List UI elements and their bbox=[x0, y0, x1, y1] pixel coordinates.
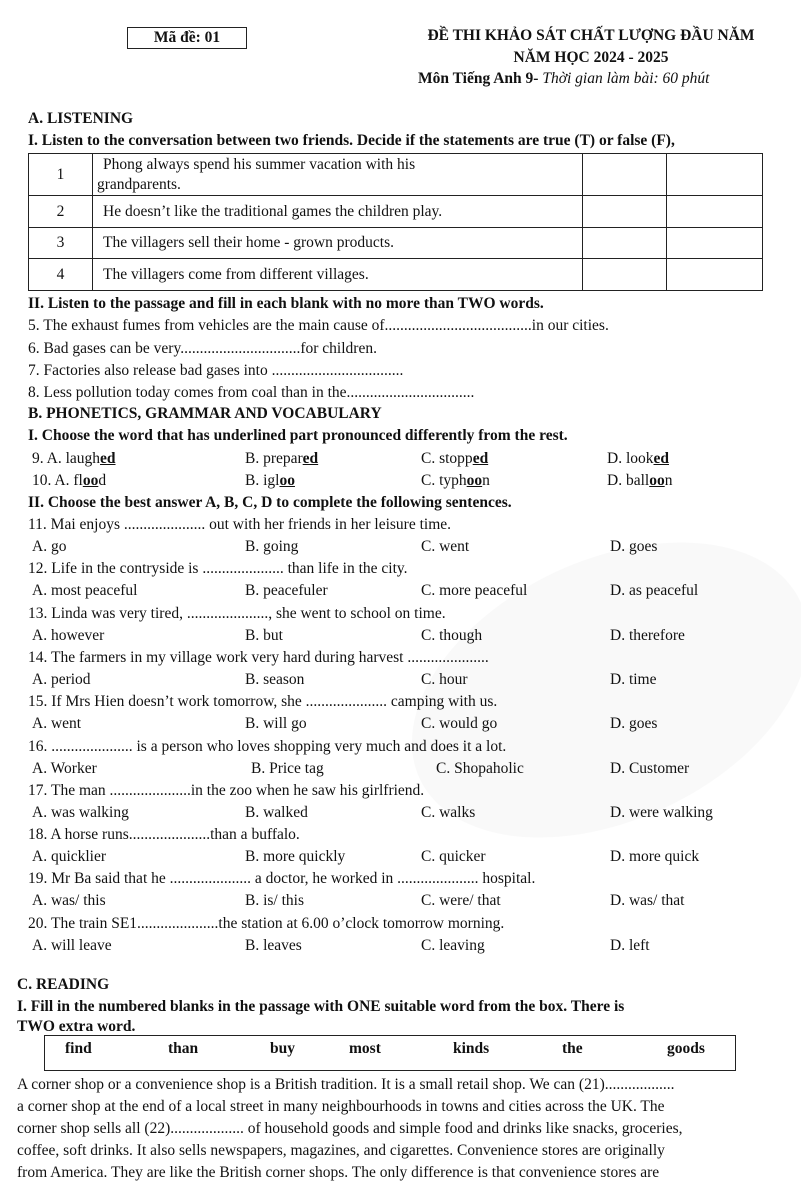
q20-option-d[interactable]: D. left bbox=[610, 937, 650, 954]
option-text: B. igl bbox=[245, 472, 280, 489]
q9-option-b bbox=[245, 450, 318, 468]
word-box bbox=[44, 1035, 736, 1071]
subject-line bbox=[418, 70, 709, 88]
q20-option-c[interactable]: C. leaving bbox=[421, 937, 485, 954]
true-cell[interactable] bbox=[583, 228, 667, 259]
section-b-part2: II. Choose the best answer A, B, C, D to complete the following sentences. bbox=[28, 494, 512, 511]
false-cell[interactable] bbox=[667, 154, 763, 196]
q9-option-d bbox=[607, 450, 669, 468]
section-a-part2: II. Listen to the passage and fill in each blank with no more than TWO words. bbox=[28, 295, 544, 312]
true-cell[interactable] bbox=[583, 154, 667, 196]
q14-option-b[interactable]: B. season bbox=[245, 671, 305, 688]
mcq-question-16: 16. ..................... is a person who loves shopping very much and does it a lot. bbox=[28, 738, 507, 755]
q12-option-d[interactable]: D. as peaceful bbox=[610, 582, 699, 599]
q10-option-d bbox=[607, 472, 672, 490]
underlined-part: ed bbox=[653, 450, 669, 467]
q15-option-c[interactable]: C. would go bbox=[421, 715, 498, 732]
passage-line: corner shop sells all (22)................... of household goods and simple food and drinks like snacks, groceries, bbox=[17, 1120, 683, 1137]
row-statement: He doesn’t like the traditional games the children play. bbox=[93, 196, 583, 228]
section-b-title: B. PHONETICS, GRAMMAR AND VOCABULARY bbox=[28, 405, 382, 422]
option-text: B. prepar bbox=[245, 450, 303, 467]
row-statement: The villagers come from different villages. bbox=[93, 259, 583, 291]
q12-option-c[interactable]: C. more peaceful bbox=[421, 582, 528, 599]
q13-option-b[interactable]: B. but bbox=[245, 627, 283, 644]
q16-option-a[interactable]: A. Worker bbox=[32, 760, 97, 777]
exam-title: ĐỀ THI KHẢO SÁT CHẤT LƯỢNG ĐẦU NĂM bbox=[427, 27, 755, 44]
word-box-item: buy bbox=[270, 1040, 295, 1057]
time-label: Thời gian làm bài: 60 phút bbox=[538, 70, 710, 87]
q19-option-a[interactable]: A. was/ this bbox=[32, 892, 106, 909]
table-row bbox=[29, 154, 763, 196]
option-text: D. look bbox=[607, 450, 654, 467]
q9-option-a bbox=[32, 450, 116, 468]
q10-option-a bbox=[32, 472, 106, 490]
q11-option-b[interactable]: B. going bbox=[245, 538, 299, 555]
q20-option-a[interactable]: A. will leave bbox=[32, 937, 112, 954]
mcq-question-12: 12. Life in the contryside is ..................... than life in the city. bbox=[28, 560, 408, 577]
q17-option-d[interactable]: D. were walking bbox=[610, 804, 713, 821]
fill-question-8: 8. Less pollution today comes from coal than in the................................. bbox=[28, 384, 475, 401]
word-box-item: kinds bbox=[453, 1040, 490, 1057]
option-text: C. typh bbox=[421, 472, 467, 489]
mcq-question-18: 18. A horse runs.....................than a buffalo. bbox=[28, 826, 300, 843]
q11-option-a[interactable]: A. go bbox=[32, 538, 67, 555]
q19-option-c[interactable]: C. were/ that bbox=[421, 892, 501, 909]
underlined-part: ed bbox=[302, 450, 319, 467]
q13-option-a[interactable]: A. however bbox=[32, 627, 105, 644]
underlined-part: ed bbox=[100, 450, 116, 467]
q11-option-d[interactable]: D. goes bbox=[610, 538, 658, 555]
q17-option-a[interactable]: A. was walking bbox=[32, 804, 129, 821]
table-row bbox=[29, 196, 763, 228]
exam-code-box: Mã đề: 01 bbox=[127, 27, 247, 49]
mcq-question-11: 11. Mai enjoys ..................... out with her friends in her leisure time. bbox=[28, 516, 452, 533]
underlined-part: oo bbox=[82, 472, 99, 489]
section-a-title: A. LISTENING bbox=[28, 110, 134, 127]
section-a-part1: I. Listen to the conversation between two friends. Decide if the statements are true (T) or false (F), bbox=[28, 132, 675, 149]
option-text: n bbox=[482, 472, 490, 489]
section-c-title: C. READING bbox=[17, 976, 110, 993]
school-year: NĂM HỌC 2024 - 2025 bbox=[513, 49, 669, 66]
q17-option-b[interactable]: B. walked bbox=[245, 804, 308, 821]
q18-option-a[interactable]: A. quicklier bbox=[32, 848, 107, 865]
q17-option-c[interactable]: C. walks bbox=[421, 804, 476, 821]
q12-option-b[interactable]: B. peacefuler bbox=[245, 582, 328, 599]
q9-option-c bbox=[421, 450, 488, 468]
mcq-question-13: 13. Linda was very tired, ....................., she went to school on time. bbox=[28, 605, 446, 622]
false-cell[interactable] bbox=[667, 196, 763, 228]
underlined-part: ed bbox=[472, 450, 489, 467]
row-number: 4 bbox=[29, 259, 93, 291]
subject-label: Môn Tiếng Anh 9- bbox=[418, 70, 539, 87]
underlined-part: oo bbox=[466, 472, 483, 489]
mcq-question-17: 17. The man .....................in the zoo when he saw his girlfriend. bbox=[28, 782, 425, 799]
false-cell[interactable] bbox=[667, 228, 763, 259]
row-number: 3 bbox=[29, 228, 93, 259]
q16-option-d[interactable]: D. Customer bbox=[610, 760, 690, 777]
q16-option-b[interactable]: B. Price tag bbox=[251, 760, 324, 777]
passage-line: a corner shop at the end of a local street in many neighbourhoods in towns and cities across the UK. The bbox=[17, 1098, 665, 1115]
word-box-item: most bbox=[349, 1040, 381, 1057]
true-cell[interactable] bbox=[583, 196, 667, 228]
q10-option-c bbox=[421, 472, 490, 490]
q20-option-b[interactable]: B. leaves bbox=[245, 937, 302, 954]
section-c-part1: I. Fill in the numbered blanks in the passage with ONE suitable word from the box. There is bbox=[17, 998, 625, 1015]
true-false-table bbox=[28, 153, 763, 291]
row-statement: The villagers sell their home - grown products. bbox=[93, 228, 583, 259]
q15-option-d[interactable]: D. goes bbox=[610, 715, 658, 732]
passage-line: A corner shop or a convenience shop is a British tradition. It is a small retail shop. We can (21).................. bbox=[17, 1076, 675, 1093]
q19-option-b[interactable]: B. is/ this bbox=[245, 892, 305, 909]
fill-question-6: 6. Bad gases can be very...............................for children. bbox=[28, 340, 377, 357]
q14-option-c[interactable]: C. hour bbox=[421, 671, 468, 688]
q16-option-c[interactable]: C. Shopaholic bbox=[436, 760, 524, 777]
true-cell[interactable] bbox=[583, 259, 667, 291]
statement-line: Phong always spend his summer vacation with his bbox=[103, 155, 416, 173]
q14-option-a[interactable]: A. period bbox=[32, 671, 91, 688]
table-row bbox=[29, 228, 763, 259]
passage-line: coffee, soft drinks. It also sells newspapers, magazines, and cigarettes. Convenience stores are originally bbox=[17, 1142, 665, 1159]
q13-option-d[interactable]: D. therefore bbox=[610, 627, 685, 644]
q18-option-b[interactable]: B. more quickly bbox=[245, 848, 346, 865]
option-text: n bbox=[664, 472, 673, 489]
q14-option-d[interactable]: D. time bbox=[610, 671, 657, 688]
row-number: 1 bbox=[29, 154, 93, 196]
q11-option-c[interactable]: C. went bbox=[421, 538, 470, 555]
row-statement bbox=[93, 154, 583, 196]
mcq-question-15: 15. If Mrs Hien doesn’t work tomorrow, she ..................... camping with us. bbox=[28, 693, 498, 710]
underlined-part: oo bbox=[279, 472, 295, 489]
option-text: D. ball bbox=[607, 472, 650, 489]
option-text: 10. A. fl bbox=[32, 472, 83, 489]
q19-option-d[interactable]: D. was/ that bbox=[610, 892, 685, 909]
statement-line: grandparents. bbox=[97, 175, 181, 193]
section-c-part1-extra: TWO extra word. bbox=[17, 1018, 136, 1035]
row-number: 2 bbox=[29, 196, 93, 228]
word-box-item: goods bbox=[667, 1040, 705, 1057]
word-box-item: the bbox=[562, 1040, 583, 1057]
table-row bbox=[29, 259, 763, 291]
section-b-part1: I. Choose the word that has underlined part pronounced differently from the rest. bbox=[28, 427, 568, 444]
mcq-question-14: 14. The farmers in my village work very hard during harvest ..................... bbox=[28, 649, 489, 666]
mcq-question-19: 19. Mr Ba said that he ..................... a doctor, he worked in ..................... hospital. bbox=[28, 870, 536, 887]
q18-option-d[interactable]: D. more quick bbox=[610, 848, 700, 865]
word-box-item: find bbox=[65, 1040, 92, 1057]
q15-option-b[interactable]: B. will go bbox=[245, 715, 307, 732]
q15-option-a[interactable]: A. went bbox=[32, 715, 82, 732]
fill-question-5: 5. The exhaust fumes from vehicles are the main cause of......................................in our cities. bbox=[28, 317, 609, 334]
fill-question-7: 7. Factories also release bad gases into .................................. bbox=[28, 362, 404, 379]
word-box-item: than bbox=[168, 1040, 199, 1057]
q10-option-b bbox=[245, 472, 295, 490]
q18-option-c[interactable]: C. quicker bbox=[421, 848, 486, 865]
passage-line: from America. They are like the British corner shops. The only difference is that convenience stores are bbox=[17, 1164, 660, 1181]
underlined-part: oo bbox=[649, 472, 665, 489]
option-text: d bbox=[98, 472, 107, 489]
mcq-question-20: 20. The train SE1.....................the station at 6.00 o’clock tomorrow morning. bbox=[28, 915, 505, 932]
q13-option-c[interactable]: C. though bbox=[421, 627, 483, 644]
option-text: 9. A. laugh bbox=[32, 450, 101, 467]
option-text: C. stopp bbox=[421, 450, 473, 467]
false-cell[interactable] bbox=[667, 259, 763, 291]
q12-option-a[interactable]: A. most peaceful bbox=[32, 582, 138, 599]
